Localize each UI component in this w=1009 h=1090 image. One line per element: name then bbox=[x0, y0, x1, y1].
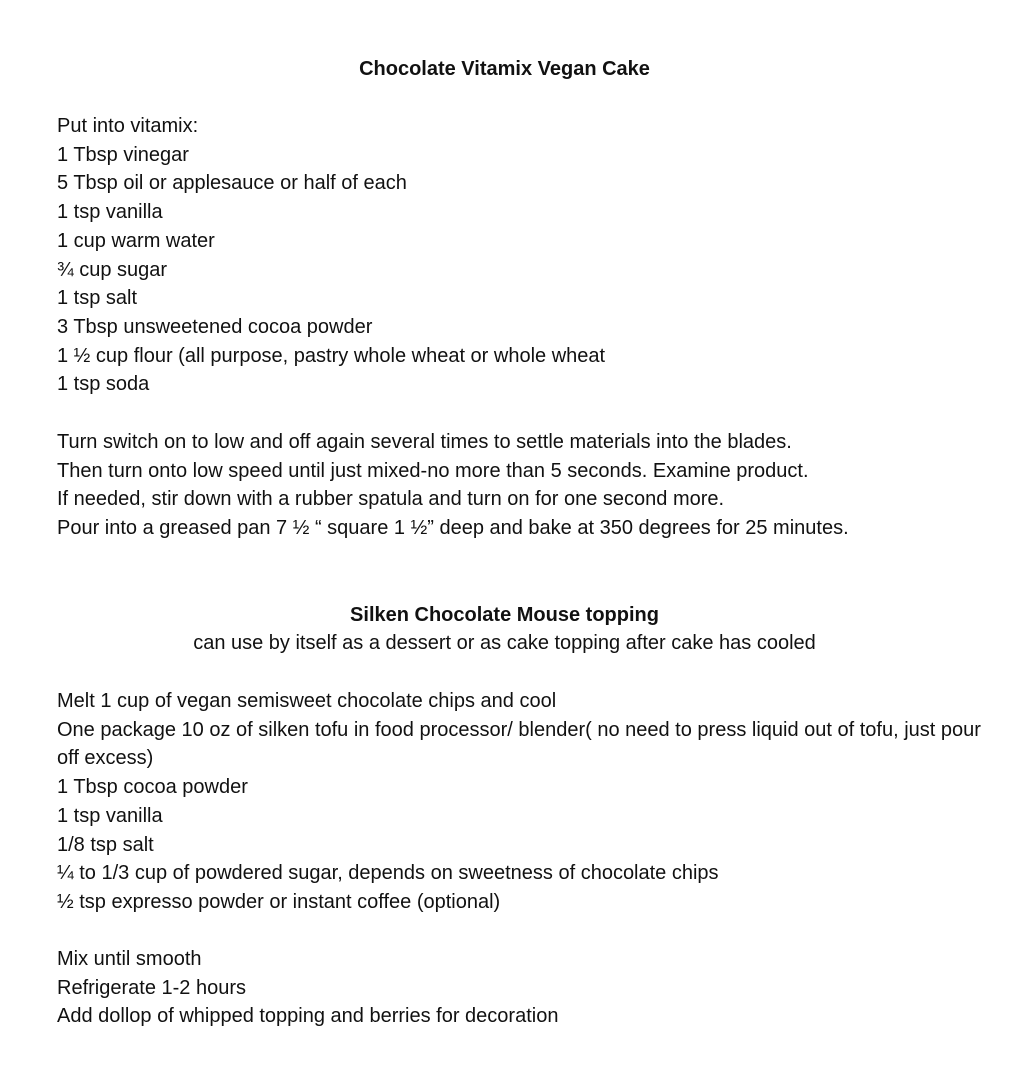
topping-ingredient-line: 1 Tbsp cocoa powder bbox=[57, 776, 248, 799]
cake-instruction-line: If needed, stir down with a rubber spatula and turn on for one second more. bbox=[57, 488, 725, 511]
topping-ingredient-line: 1/8 tsp salt bbox=[57, 833, 154, 856]
topping-instruction-line: Refrigerate 1-2 hours bbox=[57, 976, 246, 999]
topping-ingredient-line: ½ tsp expresso powder or instant coffee (optional) bbox=[57, 890, 501, 913]
cake-ingredient-line: Put into vitamix: bbox=[57, 115, 199, 137]
topping-instruction-line: Mix until smooth bbox=[57, 948, 202, 970]
cake-ingredient-line: 1 tsp soda bbox=[57, 373, 150, 396]
cake-ingredient-line: 1 Tbsp vinegar bbox=[57, 143, 189, 166]
cake-instruction-line: Turn switch on to low and off again several times to settle materials into the blades. bbox=[57, 431, 792, 453]
cake-ingredient-line: 5 Tbsp oil or applesauce or half of each bbox=[57, 172, 407, 195]
cake-ingredient-line: 1 ½ cup flour (all purpose, pastry whole wheat or whole wheat bbox=[57, 344, 606, 367]
cake-instruction-line: Pour into a greased pan 7 ½ “ square 1 ½” deep and bake at 350 degrees for 25 minutes. bbox=[57, 517, 849, 540]
cake-instruction-line: Then turn onto low speed until just mixed-no more than 5 seconds. Examine product. bbox=[57, 459, 809, 482]
topping-ingredient-line: ¼ to 1/3 cup of powdered sugar, depends on sweetness of chocolate chips bbox=[57, 862, 719, 885]
topping-instruction-line: Add dollop of whipped topping and berries for decoration bbox=[57, 1005, 559, 1028]
topping-ingredient-line: One package 10 oz of silken tofu in food processor/ blender( no need to press liquid out of tofu, just pour off excess) bbox=[57, 718, 981, 770]
topping-subtitle: can use by itself as a dessert or as cake topping after cake has cooled bbox=[193, 632, 816, 654]
topping-ingredients-list bbox=[57, 687, 987, 917]
topping-title: Silken Chocolate Mouse topping bbox=[350, 604, 659, 626]
topping-ingredient-line: Melt 1 cup of vegan semisweet chocolate chips and cool bbox=[57, 690, 557, 712]
cake-instructions-list bbox=[57, 428, 987, 543]
cake-ingredient-line: 1 tsp vanilla bbox=[57, 201, 163, 224]
cake-ingredient-line: ¾ cup sugar bbox=[57, 258, 168, 281]
cake-title: Chocolate Vitamix Vegan Cake bbox=[359, 58, 650, 80]
topping-ingredient-line: 1 tsp vanilla bbox=[57, 804, 163, 827]
cake-ingredients-list bbox=[57, 112, 987, 399]
topping-instructions-list bbox=[57, 945, 987, 1031]
cake-ingredient-line: 1 tsp salt bbox=[57, 287, 138, 310]
cake-ingredient-line: 3 Tbsp unsweetened cocoa powder bbox=[57, 315, 373, 338]
cake-ingredient-line: 1 cup warm water bbox=[57, 229, 215, 252]
